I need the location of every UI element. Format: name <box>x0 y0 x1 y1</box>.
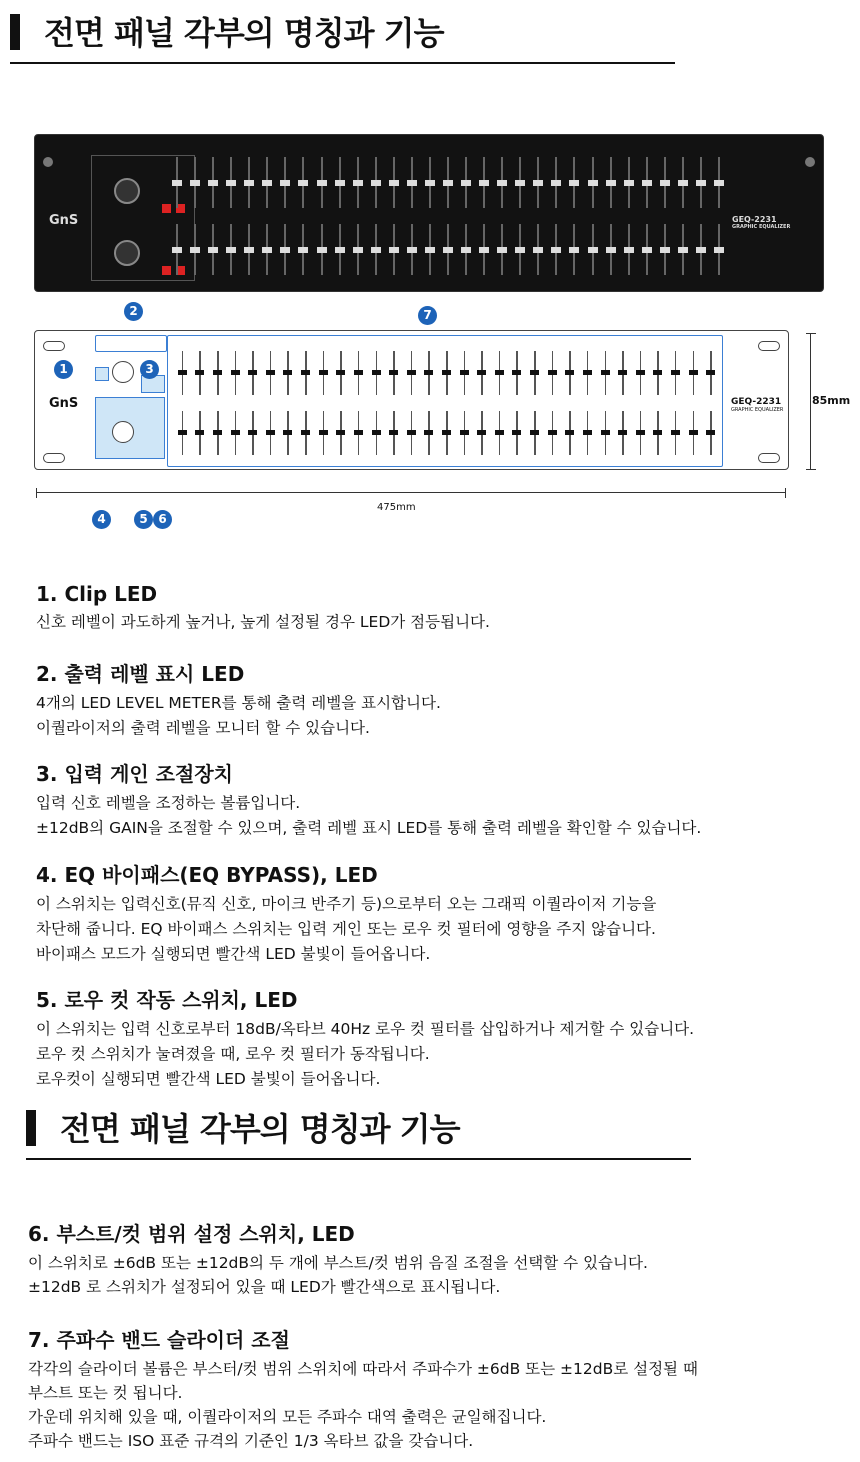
item-eq-bypass <box>36 859 836 967</box>
item-title: 6. 부스트/컷 범위 설정 스위치, LED <box>28 1222 355 1246</box>
slider-cap <box>213 430 222 435</box>
slider-cap <box>425 180 435 186</box>
slider-cap <box>178 430 187 435</box>
equalizer-photo <box>34 134 824 292</box>
slider-cap <box>460 430 469 435</box>
slider-cap <box>479 180 489 186</box>
slider-cap <box>569 247 579 253</box>
callout-5: 5 <box>134 510 153 529</box>
front-panel-drawing <box>34 330 789 470</box>
item-line: 부스트 또는 컷 됩니다. <box>28 1384 183 1402</box>
slider-cap <box>298 180 308 186</box>
slider-cap <box>530 370 539 375</box>
slider-cap <box>248 370 257 375</box>
slider-cap <box>671 370 680 375</box>
slider-cap <box>618 370 627 375</box>
slider-cap <box>389 247 399 253</box>
slider-cap <box>283 370 292 375</box>
rack-hole <box>758 341 780 351</box>
slider-cap <box>479 247 489 253</box>
slider-cap <box>319 430 328 435</box>
item-line: ±12dB 로 스위치가 설정되어 있을 때 LED가 빨간색으로 표시됩니다. <box>28 1278 501 1296</box>
slider-cap <box>461 247 471 253</box>
slider-cap <box>606 180 616 186</box>
slider-cap <box>266 430 275 435</box>
slider-cap <box>335 247 345 253</box>
header-rule <box>26 1158 691 1160</box>
slider-cap <box>551 180 561 186</box>
slider-cap <box>671 430 680 435</box>
slider-cap <box>714 180 724 186</box>
slider-cap <box>551 247 561 253</box>
slider-cap <box>565 430 574 435</box>
slider-cap <box>653 370 662 375</box>
slider-cap <box>583 370 592 375</box>
slider-cap <box>660 247 670 253</box>
slider-cap <box>407 430 416 435</box>
item-title: 1. Clip LED <box>36 582 158 606</box>
item-line: 입력 신호 레벨을 조정하는 볼륨입니다. <box>36 794 301 812</box>
slider-cap <box>660 180 670 186</box>
slider-cap <box>389 180 399 186</box>
slider-cap <box>497 247 507 253</box>
section-title: 전면 패널 각부의 명칭과 기능 <box>60 1110 460 1148</box>
item-clip-led <box>36 582 836 635</box>
slider-cap <box>636 430 645 435</box>
slider-cap <box>353 180 363 186</box>
slider-cap <box>642 180 652 186</box>
slider-cap <box>460 370 469 375</box>
slider-cap <box>678 247 688 253</box>
slider-cap <box>298 247 308 253</box>
slider-cap <box>515 180 525 186</box>
slider-cap <box>601 430 610 435</box>
slider-cap <box>262 247 272 253</box>
item-title: 7. 주파수 밴드 슬라이더 조절 <box>28 1328 290 1352</box>
gain-knob-b <box>114 240 140 266</box>
item-low-cut <box>36 984 836 1092</box>
slider-cap <box>195 370 204 375</box>
item-boost-cut-range <box>28 1218 828 1299</box>
slider-cap <box>425 247 435 253</box>
slider-cap <box>389 430 398 435</box>
item-line: 바이패스 모드가 실행되면 빨간색 LED 불빛이 들어옵니다. <box>36 945 431 963</box>
slider-cap <box>226 247 236 253</box>
item-line: 주파수 밴드는 ISO 표준 규격의 기준인 1/3 옥타브 값을 갖습니다. <box>28 1432 474 1450</box>
slider-cap <box>248 430 257 435</box>
slider-cap <box>530 430 539 435</box>
slider-cap <box>689 370 698 375</box>
slider-cap <box>512 370 521 375</box>
width-dimension <box>36 488 786 498</box>
slider-cap <box>533 247 543 253</box>
item-title: 3. 입력 게인 조절장치 <box>36 762 233 786</box>
slider-cap <box>548 370 557 375</box>
level-meter-highlight <box>95 335 167 352</box>
slider-cap <box>624 247 634 253</box>
slider-cap <box>583 430 592 435</box>
slider-cap <box>231 370 240 375</box>
slider-cap <box>512 430 521 435</box>
slider-cap <box>533 180 543 186</box>
slider-cap <box>301 370 310 375</box>
item-line: 신호 레벨이 과도하게 높거나, 높게 설정될 경우 LED가 점등됩니다. <box>36 613 490 631</box>
slider-cap <box>407 247 417 253</box>
section-title: 전면 패널 각부의 명칭과 기능 <box>44 14 444 52</box>
slider-cap <box>497 180 507 186</box>
item-band-sliders <box>28 1324 828 1453</box>
slider-cap <box>231 430 240 435</box>
slider-cap <box>213 370 222 375</box>
slider-cap <box>442 430 451 435</box>
slider-cap <box>569 180 579 186</box>
slider-cap <box>565 370 574 375</box>
slider-cap <box>371 247 381 253</box>
slider-cap <box>588 180 598 186</box>
slider-cap <box>244 180 254 186</box>
item-line: 가운데 위치해 있을 때, 이퀄라이저의 모든 주파수 대역 출력은 균일해집니다. <box>28 1408 547 1426</box>
slider-cap <box>642 247 652 253</box>
slider-cap <box>178 370 187 375</box>
header-bar <box>26 1110 36 1146</box>
slider-bank <box>167 149 727 283</box>
slider-cap <box>319 370 328 375</box>
slider-cap <box>424 430 433 435</box>
item-input-gain <box>36 758 836 841</box>
section-header-1 <box>10 4 675 64</box>
slider-cap <box>280 180 290 186</box>
item-line: 4개의 LED LEVEL METER를 통해 출력 레벨을 표시합니다. <box>36 694 441 712</box>
slider-cap <box>283 430 292 435</box>
slider-cap <box>266 370 275 375</box>
model-label: GEQ-2231 GRAPHIC EQUALIZER <box>731 397 784 413</box>
callout-2: 2 <box>124 302 143 321</box>
slider-cap <box>477 370 486 375</box>
slider-cap <box>336 370 345 375</box>
rack-hole <box>758 453 780 463</box>
slider-cap <box>301 430 310 435</box>
slider-cap <box>353 247 363 253</box>
item-line: 각각의 슬라이더 볼륨은 부스터/컷 범위 스위치에 따라서 주파수가 ±6dB 또는 ±12dB로 설정될 때 <box>28 1360 698 1378</box>
slider-cap <box>371 180 381 186</box>
width-label: 475mm <box>377 502 416 513</box>
slider-cap <box>477 430 486 435</box>
slider-cap <box>624 180 634 186</box>
slider-cap <box>407 370 416 375</box>
slider-cap <box>678 180 688 186</box>
slider-cap <box>443 247 453 253</box>
callout-7: 7 <box>418 306 437 325</box>
slider-cap <box>601 370 610 375</box>
brand-logo: GnS <box>49 396 79 411</box>
slider-cap <box>636 370 645 375</box>
slider-cap <box>244 247 254 253</box>
slider-cap <box>461 180 471 186</box>
slider-cap <box>696 247 706 253</box>
slider-cap <box>262 180 272 186</box>
slider-cap <box>714 247 724 253</box>
slider-cap <box>190 247 200 253</box>
brand-logo: GnS <box>49 213 79 228</box>
item-title: 2. 출력 레벨 표시 LED <box>36 662 245 686</box>
slider-cap <box>335 180 345 186</box>
slider-cap <box>442 370 451 375</box>
slider-bank <box>173 343 719 463</box>
slider-cap <box>389 370 398 375</box>
slider-cap <box>372 370 381 375</box>
item-line: 이 스위치는 입력신호(뮤직 신호, 마이크 반주기 등)으로부터 오는 그래픽 이퀄라이저 기능을 <box>36 895 657 913</box>
slider-cap <box>317 180 327 186</box>
slider-cap <box>208 247 218 253</box>
slider-cap <box>706 430 715 435</box>
slider-cap <box>443 180 453 186</box>
callout-6: 6 <box>153 510 172 529</box>
slider-cap <box>208 180 218 186</box>
slider-cap <box>407 180 417 186</box>
slider-cap <box>606 247 616 253</box>
height-label: 85mm <box>812 394 851 407</box>
slider-cap <box>495 370 504 375</box>
slider-cap <box>548 430 557 435</box>
item-line: 이 스위치로 ±6dB 또는 ±12dB의 두 개에 부스트/컷 범위 음질 조절을 선택할 수 있습니다. <box>28 1254 648 1272</box>
rack-hole <box>43 157 53 167</box>
slider-cap <box>172 247 182 253</box>
slider-cap <box>336 430 345 435</box>
slider-cap <box>280 247 290 253</box>
slider-cap <box>226 180 236 186</box>
callout-3: 3 <box>140 360 159 379</box>
section-header-2 <box>26 1100 691 1160</box>
slider-cap <box>696 180 706 186</box>
slider-cap <box>515 247 525 253</box>
rack-hole <box>805 157 815 167</box>
clip-led-highlight <box>95 367 109 381</box>
slider-cap <box>317 247 327 253</box>
slider-cap <box>424 370 433 375</box>
slider-cap <box>653 430 662 435</box>
slider-cap <box>495 430 504 435</box>
item-line: 이퀄라이저의 출력 레벨을 모니터 할 수 있습니다. <box>36 719 370 737</box>
slider-cap <box>190 180 200 186</box>
slider-cap <box>195 430 204 435</box>
header-bar <box>10 14 20 50</box>
slider-cap <box>618 430 627 435</box>
item-title: 4. EQ 바이패스(EQ BYPASS), LED <box>36 863 378 887</box>
header-rule <box>10 62 675 64</box>
slider-cap <box>354 430 363 435</box>
slider-cap <box>689 430 698 435</box>
callout-4: 4 <box>92 510 111 529</box>
slider-cap <box>588 247 598 253</box>
item-line: 로우컷이 실행되면 빨간색 LED 불빛이 들어옵니다. <box>36 1070 381 1088</box>
gain-knob-a <box>112 361 134 383</box>
model-label: GEQ-2231 GRAPHIC EQUALIZER <box>732 215 791 230</box>
item-line: 로우 컷 스위치가 눌려졌을 때, 로우 컷 필터가 동작됩니다. <box>36 1045 430 1063</box>
slider-cap <box>354 370 363 375</box>
gain-knob-a <box>114 178 140 204</box>
slider-cap <box>372 430 381 435</box>
item-line: 차단해 줍니다. EQ 바이패스 스위치는 입력 게인 또는 로우 컷 필터에 영향을 주지 않습니다. <box>36 920 656 938</box>
slider-cap <box>172 180 182 186</box>
item-output-level <box>36 658 836 741</box>
item-line: ±12dB의 GAIN을 조절할 수 있으며, 출력 레벨 표시 LED를 통해 출력 레벨을 확인할 수 있습니다. <box>36 819 702 837</box>
gain-knob-b <box>112 421 134 443</box>
item-title: 5. 로우 컷 작동 스위치, LED <box>36 988 298 1012</box>
slider-cap <box>706 370 715 375</box>
rack-hole <box>43 453 65 463</box>
item-line: 이 스위치는 입력 신호로부터 18dB/옥타브 40Hz 로우 컷 필터를 삽입하거나 제거할 수 있습니다. <box>36 1020 695 1038</box>
callout-1: 1 <box>54 360 73 379</box>
rack-hole <box>43 341 65 351</box>
